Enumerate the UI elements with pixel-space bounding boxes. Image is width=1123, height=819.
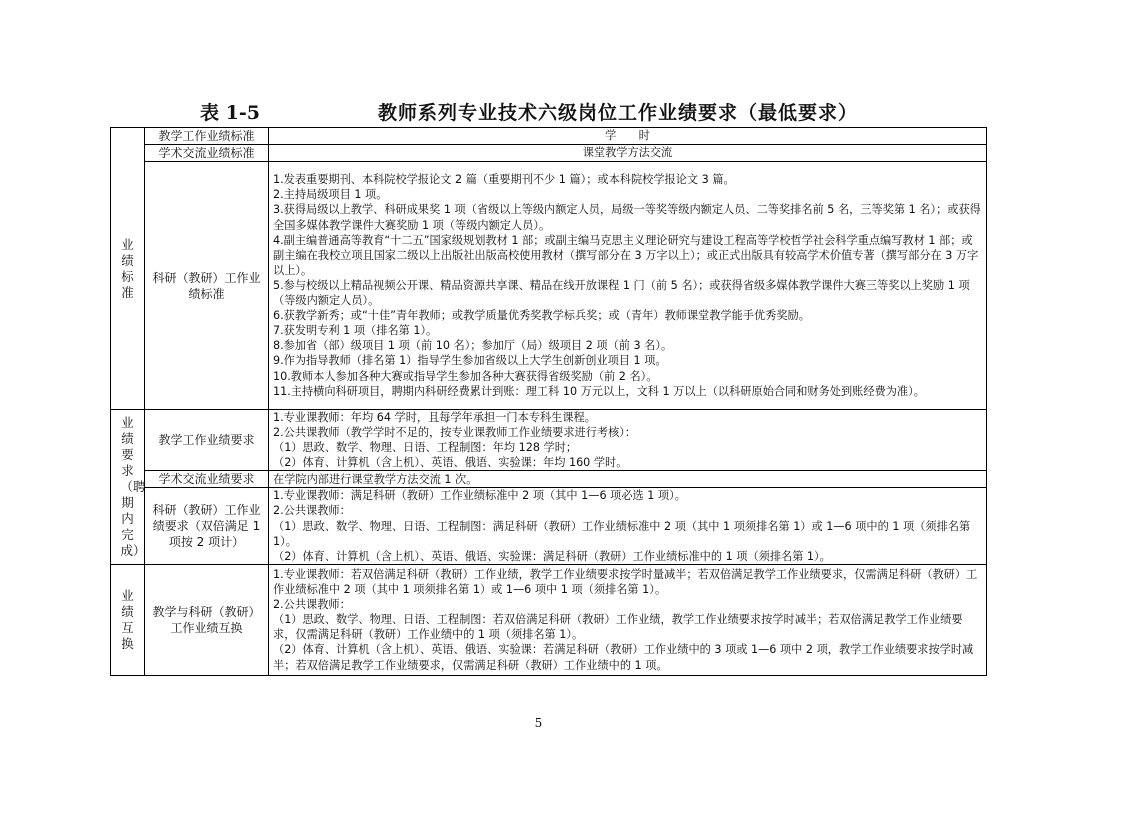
list-item: 11.主持横向科研项目，聘期内科研经费累计到账：理工科 10 万元以上，文科 1 万以上（以科研原始合同和财务处到账经费为准）。: [273, 384, 925, 398]
row-label-teaching-standard: 教学工作业绩标准: [145, 128, 269, 145]
list-item: 10.教师本人参加各种大赛或指导学生参加各种大赛获得省级奖励（前 2 名）。: [273, 369, 658, 383]
row-label-academic-requirement: 学术交流业绩要求: [145, 471, 269, 488]
table-row: [111, 488, 987, 564]
teaching-requirement-content: [269, 410, 987, 471]
table-number: 表 1-5: [200, 102, 260, 124]
page-number: 5: [534, 716, 543, 730]
table-row: [111, 471, 987, 488]
document-title: [110, 98, 986, 124]
teaching-standard-value: 学 时: [269, 128, 987, 145]
mutual-swap-content: [269, 564, 987, 675]
list-item: 1.专业课教师：年均 64 学时，且每学年承担一门本专科生课程。: [273, 411, 596, 424]
table-row: [111, 410, 987, 471]
section-label-requirement: 业绩要求（聘期内完成）: [111, 410, 145, 565]
row-label-mutual-swap: 教学与科研（教研）工作业绩互换: [145, 564, 269, 675]
list-item: 9.作为指导教师（排名第 1）指导学生参加省级以上大学生创新创业项目 1 项。: [273, 354, 667, 368]
table-row: [111, 128, 987, 145]
table-row: [111, 564, 987, 675]
list-item: 1.发表重要期刊、本科院校学报论文 2 篇（重要期刊不少 1 篇）；或本科院校学报论文 3 篇。: [273, 173, 735, 187]
row-label-teaching-requirement: 教学工作业绩要求: [145, 410, 269, 471]
table-title: 教师系列专业技术六级岗位工作业绩要求（最低要求）: [378, 102, 859, 124]
table-row: [111, 162, 987, 410]
row-label-research-standard: 科研（教研）工作业绩标准: [145, 162, 269, 410]
list-item: 1.专业课教师：满足科研（教研）工作业绩标准中 2 项（其中 1—6 项必选 1 项）。: [273, 489, 686, 503]
list-item: 4.副主编普通高等教育“十二五”国家级规划教材 1 部；或副主编马克思主义理论研究与建设工程高等学校哲学社会科学重点编写教材 1 部；或副主编在我校立项且国家二级以上出版社出版高校使用教材（撰写部分在 3 万字以上）；或正式出版具有较高学术价值专著（撰写部分在 3 万字以上）。: [273, 233, 979, 277]
list-item: 2.公共课教师：: [273, 598, 351, 612]
list-item: 5.参与校级以上精品视频公开课、精品资源共享课、精品在线开放课程 1 门（前 5 名）；或获得省级多媒体教学课件大赛三等奖以上奖励 1 项（等级内额定人员）。: [273, 278, 970, 308]
list-item: （2）体育、计算机（含上机）、英语、俄语、实验课：年均 160 学时。: [273, 456, 628, 470]
row-label-research-requirement: 科研（教研）工作业绩要求（双倍满足 1 项按 2 项计）: [145, 488, 269, 564]
academic-standard-value: 课堂教学方法交流: [269, 145, 987, 162]
list-item: （2）体育、计算机（含上机）、英语、俄语、实验课：若满足科研（教研）工作业绩中的 3 项或 1—6 项中 2 项，教学工作业绩要求按学时减半；若双倍满足教学工作业绩要求，仅需满足科研（教研）工作业绩中的 1 项。: [273, 643, 974, 672]
list-item: （1）思政、数学、物理、日语、工程制图：满足科研（教研）工作业绩标准中 2 项（其中 1 项须排名第 1）或 1—6 项中的 1 项（须排名第 1）。: [273, 519, 971, 548]
list-item: 1.专业课教师：若双倍满足科研（教研）工作业绩，教学工作业绩要求按学时量减半；若双倍满足教学工作业绩要求，仅需满足科研（教研）工作业绩标准中 2 项（其中 1 项须排名第 1）或 1—6 项中 1 项（须排名第 1）。: [273, 568, 978, 597]
list-item: 6.获教学新秀；或“十佳”青年教师；或教学质量优秀奖教学标兵奖；或（青年）教师课堂教学能手优秀奖励。: [273, 309, 810, 323]
academic-requirement-value: 在学院内部进行课堂教学方法交流 1 次。: [269, 471, 987, 488]
section-label-standard: 业绩标准: [111, 128, 145, 410]
list-item: 2.主持局级项目 1 项。: [273, 188, 388, 202]
section-label-swap: 业绩互换: [111, 564, 145, 675]
list-item: 7.获发明专利 1 项（排名第 1）。: [273, 324, 438, 338]
row-label-academic-standard: 学术交流业绩标准: [145, 145, 269, 162]
list-item: 2.公共课教师：: [273, 504, 351, 518]
list-item: 3.获得局级以上教学、科研成果奖 1 项（省级以上等级内额定人员，局级一等奖等级内额定人员、二等奖排名前 5 名，三等奖第 1 名）；或获得全国多媒体教学课件大赛奖励 1 项（等级内额定人员）。: [273, 203, 981, 232]
list-item: 8.参加省（部）级项目 1 项（前 10 名）；参加厅（局）级项目 2 项（前 3 名）。: [273, 339, 673, 353]
list-item: 2.公共课教师（教学学时不足的，按专业课教师工作业绩要求进行考核）：: [273, 426, 637, 440]
list-item: （2）体育、计算机（含上机）、英语、俄语、实验课：满足科研（教研）工作业绩标准中的 1 项（须排名第 1）。: [273, 549, 831, 563]
list-item: （1）思政、数学、物理、日语、工程制图：年均 128 学时；: [273, 441, 578, 455]
research-standard-content: [269, 162, 987, 410]
research-requirement-content: [269, 488, 987, 564]
table-row: [111, 145, 987, 162]
list-item: （1）思政、数学、物理、日语、工程制图：若双倍满足科研（教研）工作业绩，教学工作业绩要求按学时减半；若双倍满足教学工作业绩要求，仅需满足科研（教研）工作业绩中的 1 项（须排名第 1）。: [273, 613, 963, 642]
requirements-table: [110, 127, 987, 676]
